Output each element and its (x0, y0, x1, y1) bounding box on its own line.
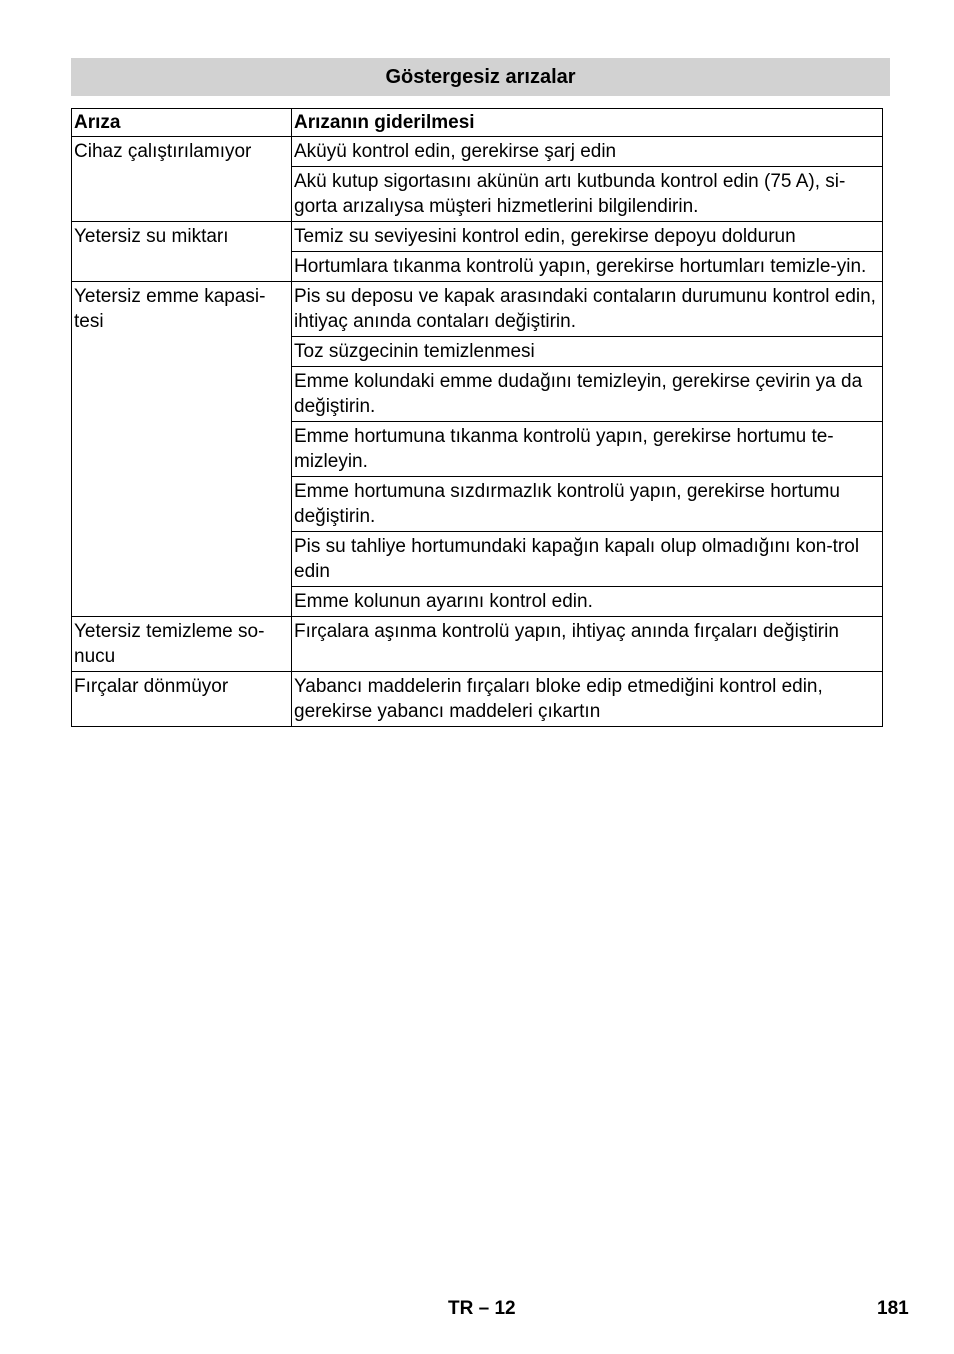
table-row (72, 672, 883, 727)
remedy-cell: Pis su tahliye hortumundaki kapağın kapalı olup olmadığını kon-trol edin (292, 532, 883, 587)
fault-cell: Fırçalar dönmüyor (72, 672, 292, 727)
remedy-cell: Emme hortumuna sızdırmazlık kontrolü yapın, gerekirse hortumu değiştirin. (292, 477, 883, 532)
fault-cell: Yetersiz emme kapasi-tesi (72, 282, 292, 617)
page-number: 181 (877, 1298, 909, 1319)
footer-section-label: TR – 12 (448, 1298, 516, 1319)
troubleshooting-table (71, 108, 883, 727)
column-header-fault: Arıza (72, 109, 292, 137)
remedy-cell: Emme kolunun ayarını kontrol edin. (292, 587, 883, 617)
remedy-cell: Akü kutup sigortasını akünün artı kutbunda kontrol edin (75 A), si-gorta arızalıysa müşteri hizmetlerini bilgilendirin. (292, 167, 883, 222)
remedy-cell: Emme hortumuna tıkanma kontrolü yapın, gerekirse hortumu te-mizleyin. (292, 422, 883, 477)
remedy-cell: Pis su deposu ve kapak arasındaki contaların durumunu kontrol edin, ihtiyaç anında contaları değiştirin. (292, 282, 883, 337)
table-row (72, 137, 883, 167)
remedy-cell: Yabancı maddelerin fırçaları bloke edip etmediğini kontrol edin, gerekirse yabancı maddeleri çıkartın (292, 672, 883, 727)
remedy-cell: Fırçalara aşınma kontrolü yapın, ihtiyaç anında fırçaları değiştirin (292, 617, 883, 672)
remedy-cell: Emme kolundaki emme dudağını temizleyin, gerekirse çevirin ya da değiştirin. (292, 367, 883, 422)
remedy-cell: Hortumlara tıkanma kontrolü yapın, gerekirse hortumları temizle-yin. (292, 252, 883, 282)
remedy-cell: Toz süzgecinin temizlenmesi (292, 337, 883, 367)
remedy-cell: Temiz su seviyesini kontrol edin, gerekirse depoyu doldurun (292, 222, 883, 252)
fault-cell: Yetersiz su miktarı (72, 222, 292, 282)
section-title: Göstergesiz arızalar (71, 58, 890, 96)
table-header-row (72, 109, 883, 137)
table-row (72, 617, 883, 672)
fault-cell: Yetersiz temizleme so-nucu (72, 617, 292, 672)
remedy-cell: Aküyü kontrol edin, gerekirse şarj edin (292, 137, 883, 167)
column-header-remedy: Arızanın giderilmesi (292, 109, 883, 137)
table-row (72, 222, 883, 252)
table-row (72, 282, 883, 337)
fault-cell: Cihaz çalıştırılamıyor (72, 137, 292, 222)
